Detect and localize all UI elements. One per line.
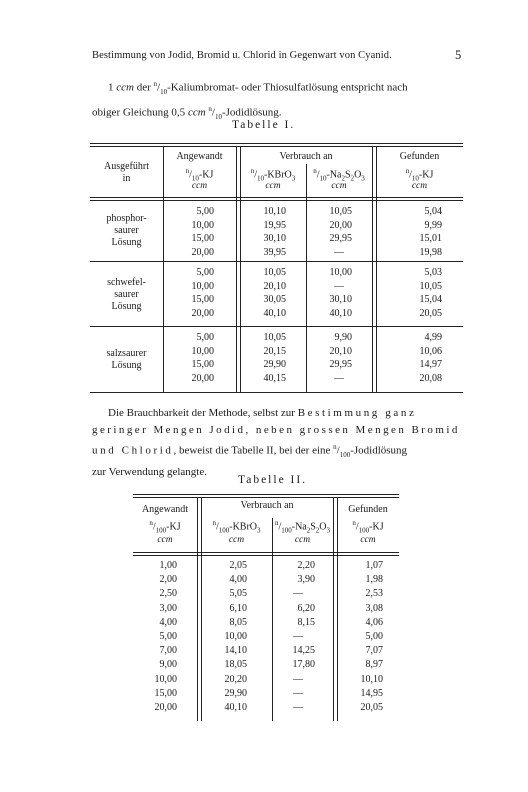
table2-cell: 5,00	[365, 631, 383, 642]
table2-cell: 15,00	[154, 687, 177, 699]
table2-cell: 3,00	[159, 602, 177, 614]
table1-cell: 9,99	[424, 219, 442, 231]
col-header-gefunden: Gefunden	[399, 151, 440, 162]
col-header-ausgefuehrt: Ausgeführt in	[104, 161, 149, 184]
table1-cell: —	[334, 280, 344, 292]
table2-cell: 8,05	[229, 616, 247, 628]
subheader-n100-kbro3: $^n/_{100}-KBrO_3$	[212, 519, 261, 535]
table2-cell: 17,80	[292, 659, 315, 671]
table1-cell: 10,00	[191, 345, 214, 357]
unit-label: ccm	[228, 535, 245, 545]
table1-cell: 10,05	[419, 280, 442, 292]
table2-cell: 3,08	[365, 602, 383, 614]
table2-cell: 7,07	[365, 645, 383, 657]
table1-cell: 39,95	[263, 246, 286, 258]
table1-cell: 29,95	[329, 359, 352, 370]
table1-cell: 20,15	[263, 345, 286, 357]
table1-cell: 10,06	[419, 345, 442, 357]
col-header-angewandt: Angewandt	[176, 151, 223, 162]
table2-cell: 2,20	[297, 560, 315, 571]
col-header-verbrauch: Verbrauch an	[279, 151, 333, 162]
table1-cell: 20,00	[191, 246, 214, 258]
subheader-n10-na2s2o3: $^n/_{10}-Na_2S_2O_3$	[313, 167, 365, 183]
table2-cell: 2,53	[365, 588, 383, 600]
table1-cell: 10,05	[263, 332, 286, 343]
table1-cell: 5,03	[424, 267, 442, 278]
table1-cell: 29,95	[329, 233, 352, 244]
table2-cell: 6,10	[229, 602, 247, 614]
table2-cell: —	[293, 702, 303, 713]
table2-cell: 4,06	[365, 616, 383, 628]
table2-caption: Tabelle II.	[238, 474, 308, 486]
table1-cell: 15,00	[191, 294, 214, 305]
table1-cell: 30,10	[263, 233, 286, 244]
subheader-n10-kj: $^n/_{10}-KJ$	[185, 167, 214, 183]
table2-cell: 14,95	[360, 687, 383, 699]
table2-cell: 5,05	[229, 588, 247, 600]
table2-cell: 9,00	[159, 659, 177, 671]
table2-cell: —	[293, 687, 303, 699]
table1-cell: 14,97	[419, 359, 442, 370]
table2-cell: 4,00	[159, 616, 177, 628]
table1-cell: 19,98	[419, 246, 442, 258]
table1-cell: 15,01	[419, 233, 442, 244]
table1-cell: 10,00	[329, 267, 352, 278]
table1-cell: 40,10	[263, 307, 286, 319]
table1-cell: 30,10	[329, 294, 352, 305]
table2-cell: 8,15	[297, 616, 315, 628]
table2-cell: —	[293, 673, 303, 685]
table2-cell: —	[293, 631, 303, 642]
table1-cell: 10,05	[263, 267, 286, 278]
table2-cell: 4,00	[229, 574, 247, 586]
table2-cell: 2,00	[159, 574, 177, 586]
table2-cell: 2,05	[229, 560, 247, 571]
table1-cell: 15,04	[419, 294, 442, 305]
col-header-angewandt: Angewandt	[141, 504, 189, 515]
unit-label: ccm	[265, 181, 281, 191]
table1-cell: 20,08	[419, 372, 442, 384]
table1-cell: 15,00	[191, 233, 214, 244]
table-1	[90, 143, 463, 393]
group-label-phosphorsaurer: phosphor- saurer Lösung	[106, 213, 147, 248]
table2-cell: 14,25	[292, 645, 315, 657]
table1-cell: 5,00	[196, 206, 214, 217]
subheader-n100-kj: $^n/_{100}-KJ$	[149, 519, 181, 535]
table2-cell: —	[293, 588, 303, 600]
table1-cell: 4,99	[424, 332, 442, 343]
table2-cell: 3,90	[297, 574, 315, 586]
group-label-schwefelsaurer: schwefel- saurer Lösung	[107, 277, 146, 312]
table2-cell: 20,05	[360, 702, 383, 713]
table1-cell: 15,00	[191, 359, 214, 370]
body-paragraph: Die Brauchbarkeit der Methode, selbst zur Bestimmung ganz geringer Mengen Jodid, neben grossen Mengen Bromid und Chlorid, beweist die Tabelle II, bei der eine $^n/_{100}$-Jodidlösung zur Verwendung gelangte.	[92, 407, 460, 478]
col-header-verbrauch: Verbrauch an	[240, 500, 294, 511]
table2-cell: 20,00	[154, 702, 177, 713]
table2-cell: 1,98	[365, 574, 383, 586]
unit-label: ccm	[411, 181, 428, 191]
table2-cell: 8,97	[365, 659, 383, 671]
unit-label: ccm	[331, 181, 347, 191]
unit-label: ccm	[191, 181, 208, 191]
table1-cell: 20,00	[191, 372, 214, 384]
table1-cell: 10,10	[263, 206, 286, 217]
table1-cell: 20,05	[419, 307, 442, 319]
table1-cell: 40,10	[329, 307, 352, 319]
table-2	[133, 494, 399, 722]
table2-cell: 1,00	[159, 560, 177, 571]
table2-cell: 2,50	[159, 588, 177, 600]
table1-cell: 40,15	[263, 372, 286, 384]
running-header: Bestimmung von Jodid, Bromid u. Chlorid in Gegenwart von Cyanid.	[92, 50, 392, 61]
subheader-n100-kj-found: $^n/_{100}-KJ$	[352, 519, 384, 535]
table2-cell: 14,10	[224, 645, 247, 657]
table1-cell: 5,00	[196, 332, 214, 343]
table1-cell: 19,95	[263, 219, 286, 231]
table1-cell: 20,00	[329, 219, 352, 231]
table1-cell: —	[334, 372, 344, 384]
group-label-salzsaurer: salzsaurer Lösung	[106, 348, 147, 371]
table2-cell: 10,00	[224, 631, 247, 642]
table2-cell: 10,10	[360, 673, 383, 685]
table1-caption: Tabelle I.	[232, 119, 296, 131]
table2-cell: 18,05	[224, 659, 247, 671]
intro-paragraph: 1 ccm der $^n/_{10}-Kaliumbromat-$ oder Thiosulfatlösung entspricht nach obiger Gleichung 0,5 ccm $^n/_{10}$-Jodidlösung.	[92, 80, 408, 121]
unit-label: ccm	[360, 535, 376, 545]
unit-label: ccm	[157, 535, 173, 545]
unit-label: ccm	[294, 535, 311, 545]
table2-cell: 29,90	[224, 687, 247, 699]
table1-cell: 9,90	[334, 332, 352, 343]
table1-cell: 10,00	[191, 280, 214, 292]
table1-cell: 20,00	[191, 307, 214, 319]
page-number: 5	[455, 48, 462, 62]
col-header-gefunden: Gefunden	[348, 504, 388, 515]
table1-cell: 29,90	[263, 359, 286, 370]
table2-cell: 40,10	[224, 702, 247, 713]
table2-cell: 7,00	[159, 645, 177, 657]
table2-cell: 1,07	[365, 560, 383, 571]
table1-cell: 10,00	[191, 219, 214, 231]
subheader-n100-na2s2o3: $^n/_{100}-Na_2S_2O_3$	[274, 519, 331, 535]
table2-cell: 10,00	[154, 673, 177, 685]
subheader-n10-kbro3: $^n/_{10}-KBrO_3$	[250, 167, 296, 183]
table1-cell: 20,10	[329, 345, 352, 357]
table1-cell: 5,00	[196, 267, 214, 278]
subheader-n10-kj-found: $^n/_{10}-KJ$	[405, 167, 434, 183]
table2-cell: 20,20	[224, 673, 247, 685]
table2-cell: 5,00	[159, 631, 177, 642]
table2-cell: 6,20	[297, 602, 315, 614]
table1-cell: 10,05	[329, 206, 352, 217]
table1-cell: —	[334, 246, 344, 258]
table1-cell: 20,10	[263, 280, 286, 292]
table1-cell: 30,05	[263, 294, 286, 305]
table1-cell: 5,04	[424, 206, 442, 217]
